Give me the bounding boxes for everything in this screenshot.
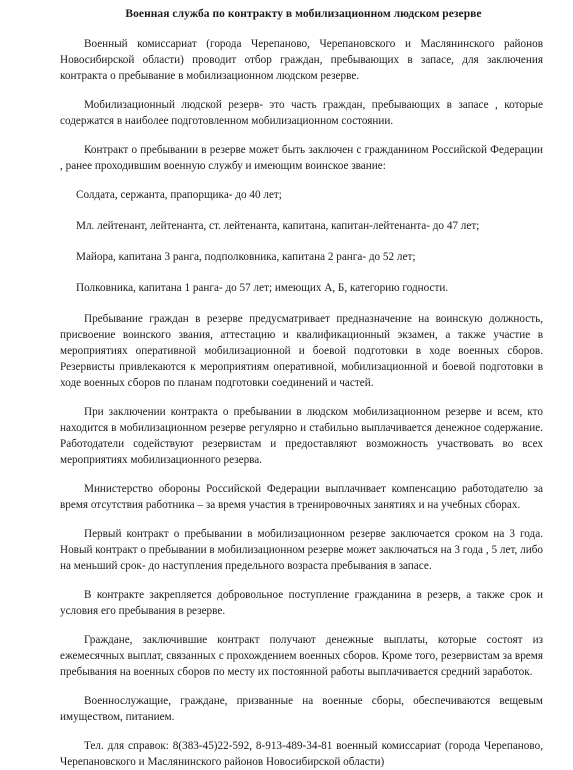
duties-paragraph: Пребывание граждан в резерве предусматривает предназначение на воинскую должность, присвоение воинского звания, аттестацию и квалификационный экзамен, а также участие в мероприятиях оперативной мобилизационной и боевой подготовки в ходе военных сборов. Резервисты привлекаются к мероприятиям оперативной, мобилизационной и боевой подготовки в ходе военных сборов по планам подготовки соединений и частей. — [60, 313, 543, 389]
salary-paragraph: Граждане, заключившие контракт получают денежные выплаты, которые состоят из ежемесячных выплат, связанных с прохождением военных сборов. Кроме того, резервистам за время пребывания на военных сборов по месту их постоянной работы выплачивается средний заработок. — [60, 634, 543, 678]
voluntary-paragraph: В контракте закрепляется добровольное поступление гражданина в резерв, а также срок и условия его пребывания в резерве. — [60, 589, 543, 617]
age-limit-item: Майора, капитана 3 ранга, подполковника, капитана 2 ранга- до 52 лет; — [76, 251, 416, 263]
provisions-paragraph: Военнослужащие, граждане, призванные на военные сборы, обеспечиваются вещевым имуществом, питанием. — [60, 695, 543, 723]
age-limit-item: Мл. лейтенант, лейтенанта, ст. лейтенанта, капитана, капитан-лейтенанта- до 47 лет; — [76, 220, 480, 232]
contract-terms-paragraph: Первый контракт о пребывании в мобилизационном резерве заключается сроком на 3 года. Новый контракт о пребывании в мобилизационном резерве может заключаться на 3 года , 5 лет, либо на меньший срок- до наступления предельного возраста пребывания в запасе. — [60, 528, 543, 572]
age-limit-item: Полковника, капитана 1 ранга- до 57 лет; имеющих А, Б, категорию годности. — [76, 282, 449, 294]
intro-paragraph: Военный комиссариат (города Черепаново, Черепановского и Маслянинского районов Новосибирской области) проводит отбор граждан, пребывающих в запасе, для заключения контракта о пребывание в мобилизационном людском резерве. — [60, 38, 543, 82]
eligibility-paragraph: Контракт о пребывании в резерве может быть заключен с гражданином Российской Федерации , ранее проходившим военную службу и имеющим воинское звание: — [60, 144, 543, 172]
compensation-paragraph: Министерство обороны Российской Федерации выплачивает компенсацию работодателю за время отсутствия работника – за время участия в тренировочных занятиях и на учебных сборах. — [60, 483, 543, 511]
age-limit-item: Солдата, сержанта, прапорщика- до 40 лет; — [76, 189, 282, 201]
payments-paragraph: При заключении контракта о пребывании в людском мобилизационном резерве и всем, кто находится в мобилизационном резерве регулярно и стабильно выплачивается денежное содержание. Работодатели содействуют резервистам и предоставляют возможность участвовать во всех мероприятиях мобилизационного резерва. — [60, 406, 543, 466]
document-title: Военная служба по контракту в мобилизационном людском резерве — [125, 8, 482, 20]
contacts-paragraph: Тел. для справок: 8(383-45)22-592, 8-913-489-34-81 военный комиссариат (города Черепаново, Черепановского и Маслянинского районов Новосибирской области) — [60, 740, 543, 768]
definition-paragraph: Мобилизационный людской резерв- это часть граждан, пребывающих в запасе , которые содержатся в наиболее подготовленном мобилизационном состоянии. — [60, 99, 543, 127]
